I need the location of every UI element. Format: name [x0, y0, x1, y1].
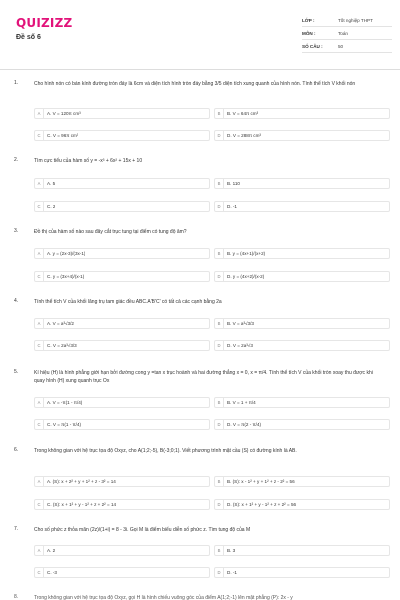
option-letter: A: [35, 248, 44, 259]
option-d[interactable]: [214, 340, 390, 351]
option-text: B. 110: [227, 181, 240, 186]
option-text: C. V = 96π cm³: [47, 133, 79, 138]
option-text: D. V = π(2 - π/4): [227, 422, 262, 427]
option-d[interactable]: [214, 271, 390, 282]
option-a[interactable]: [34, 318, 210, 329]
option-text: D. V = 2a³√3: [227, 343, 253, 348]
question-number: 8.: [14, 594, 19, 600]
option-d[interactable]: [214, 567, 390, 578]
question-number: 2.: [14, 157, 19, 163]
meta-value: Toán: [338, 30, 348, 36]
option-letter: C: [35, 567, 44, 578]
option-a[interactable]: [34, 545, 210, 556]
question-text: Tìm cực tiểu của hàm số y = -x³ + 6x² + 15x + 10: [34, 158, 143, 164]
question-number: 6.: [14, 447, 19, 453]
option-b[interactable]: [214, 545, 390, 556]
option-b[interactable]: [214, 397, 390, 408]
exam-header: [0, 0, 400, 70]
option-c[interactable]: [34, 499, 210, 510]
question-number: 3.: [14, 228, 19, 234]
option-b[interactable]: [214, 318, 390, 329]
option-text: C. y = (3x+4)/(x-1): [47, 274, 85, 279]
question-number: 4.: [14, 298, 19, 304]
option-letter: C: [35, 130, 44, 141]
option-c[interactable]: [34, 201, 210, 212]
option-letter: A: [35, 318, 44, 329]
option-letter: D: [215, 419, 224, 430]
option-letter: B: [215, 318, 224, 329]
option-c[interactable]: [34, 419, 210, 430]
option-text: D. -1: [227, 204, 237, 209]
option-letter: D: [215, 201, 224, 212]
question-text: Kí hiệu (H) là hình phẳng giới hạn bởi đường cong y =tan x trục hoành và hai đường thẳng x = 0, x = π/4. Tính thể tích V của khối tròn xoay thu được khi quay hình (H) xung quanh trục Ox: [34, 370, 373, 384]
option-letter: B: [215, 545, 224, 556]
exam-meta: [302, 14, 392, 53]
option-letter: D: [215, 130, 224, 141]
option-c[interactable]: [34, 340, 210, 351]
option-text: C. V = 2a³√3/3: [47, 343, 77, 348]
option-letter: B: [215, 248, 224, 259]
option-text: B. 3: [227, 548, 236, 553]
option-text: B. (S): x - 1² + y + 1² + z - 2² = 56: [227, 479, 295, 484]
question-text: Tính thể tích V của khối lăng trụ tam giác đều ABC.A'B'C' có tất cả các cạnh bằng 2a: [34, 299, 222, 305]
option-text: C. (S): x + 1² + y - 1² + z + 2² = 14: [47, 502, 117, 507]
option-d[interactable]: [214, 130, 390, 141]
option-letter: C: [35, 271, 44, 282]
option-letter: D: [215, 499, 224, 510]
option-text: A. 2: [47, 548, 56, 553]
option-a[interactable]: [34, 248, 210, 259]
meta-label: SỐ CÂU :: [302, 43, 323, 49]
option-letter: D: [215, 567, 224, 578]
option-b[interactable]: [214, 108, 390, 119]
option-b[interactable]: [214, 178, 390, 189]
option-d[interactable]: [214, 419, 390, 430]
option-text: C. -3: [47, 570, 57, 575]
option-letter: A: [35, 545, 44, 556]
option-b[interactable]: [214, 248, 390, 259]
option-text: D. y = (4x+2)/(x-2): [227, 274, 265, 279]
option-text: C. 2: [47, 204, 56, 209]
option-letter: C: [35, 340, 44, 351]
option-letter: A: [35, 108, 44, 119]
option-d[interactable]: [214, 201, 390, 212]
option-c[interactable]: [34, 130, 210, 141]
question-8-partial: [0, 593, 400, 600]
option-a[interactable]: [34, 178, 210, 189]
meta-row-subject: [302, 27, 392, 40]
meta-row-count: [302, 40, 392, 53]
meta-value: 50: [338, 43, 344, 49]
option-d[interactable]: [214, 499, 390, 510]
question-text: Cho hình nón có bán kính đường tròn đáy là 6cm và diện tích hình tròn đáy bằng 3/5 diện tích xung quanh của hình nón. Tính thể tích V khối nón: [34, 81, 356, 87]
question-text: Cho số phức z thỏa mãn (2z)/(1+i) = 8 - 3i. Gọi M là điểm biểu diễn số phức z. Tìm tung độ của M: [34, 527, 251, 533]
option-c[interactable]: [34, 567, 210, 578]
exam-title: Đề số 6: [16, 34, 41, 41]
option-c[interactable]: [34, 271, 210, 282]
option-text: B. y = (4x+1)/(x+2): [227, 251, 266, 256]
meta-label: MÔN :: [302, 30, 316, 36]
option-b[interactable]: [214, 476, 390, 487]
question-number: 7.: [14, 526, 19, 532]
quizizz-logo: QUIZIZZ: [16, 16, 73, 30]
option-letter: A: [35, 476, 44, 487]
question-number: 1.: [14, 80, 19, 86]
option-letter: B: [215, 108, 224, 119]
option-letter: C: [35, 201, 44, 212]
option-text: D. (S): x + 1² + y - 1² + z + 2² = 56: [227, 502, 297, 507]
option-letter: B: [215, 178, 224, 189]
option-text: A. 5: [47, 181, 56, 186]
option-a[interactable]: [34, 397, 210, 408]
option-letter: C: [35, 499, 44, 510]
option-text: D. V = 288π cm³: [227, 133, 261, 138]
option-a[interactable]: [34, 476, 210, 487]
option-text: B. V = 1 + π/4: [227, 400, 256, 405]
option-letter: D: [215, 340, 224, 351]
option-letter: D: [215, 271, 224, 282]
option-text: A. (S): x + 2² + y + 1² + z - 3² = 14: [47, 479, 116, 484]
option-letter: C: [35, 419, 44, 430]
option-text: A. V = -π(1 - π/4): [47, 400, 83, 405]
option-text: A. V = 120π cm³: [47, 111, 81, 116]
meta-label: LỚP :: [302, 17, 315, 23]
option-letter: B: [215, 476, 224, 487]
option-text: C. V = π(1 - π/4): [47, 422, 82, 427]
option-letter: B: [215, 397, 224, 408]
option-text: D. -1: [227, 570, 237, 575]
question-text: Đồ thị của hàm số nào sau đây cắt trục tung tại điểm có tung độ âm?: [34, 229, 187, 235]
option-text: B. V = 64π cm³: [227, 111, 259, 116]
option-text: B. V = a³√3/3: [227, 321, 254, 326]
option-letter: A: [35, 397, 44, 408]
meta-row-class: [302, 14, 392, 27]
question-text: Trong không gian với hệ trục tọa độ Oxyz, cho A(1;2;-5), B(-3;0;1). Viết phương trình mặt cầu (S) có đường kính là AB.: [34, 448, 297, 454]
option-a[interactable]: [34, 108, 210, 119]
meta-value: Tốt nghiệp THPT: [338, 17, 373, 23]
question-number: 5.: [14, 369, 19, 375]
option-text: A. y = (2x-3)/(3x-1): [47, 251, 86, 256]
option-text: A. V = a³√3/2: [47, 321, 74, 326]
question-text: Trong không gian với hệ trục tọa độ Oxyz, gọi H là hình chiếu vuông góc của điểm A(1;2;-1) lên mặt phẳng (P): 2x - y: [34, 595, 293, 600]
option-letter: A: [35, 178, 44, 189]
